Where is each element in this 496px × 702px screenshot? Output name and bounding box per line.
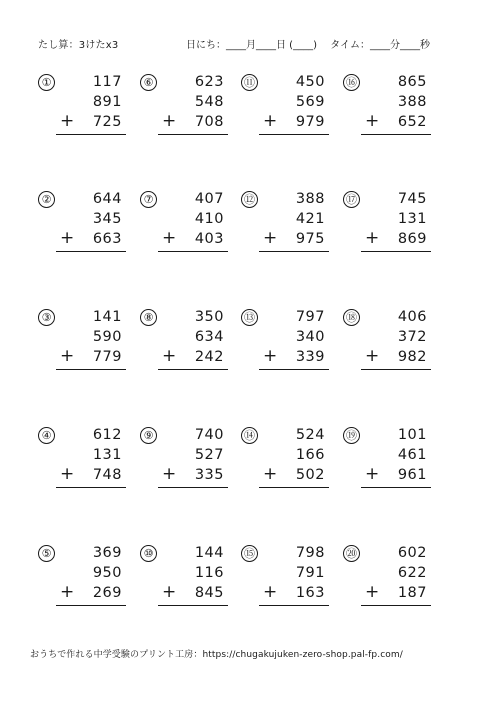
addend-2: 548 — [194, 94, 224, 110]
addend-2: 421 — [295, 211, 325, 227]
addend-3: 982 — [397, 349, 427, 365]
plus-sign: + — [365, 464, 380, 484]
addend-3: 663 — [92, 231, 122, 247]
plus-sign: + — [60, 464, 75, 484]
addend-1: 141 — [92, 309, 122, 325]
problem-number: ⑦ — [140, 191, 157, 208]
problem-16 — [343, 74, 443, 144]
addend-2: 345 — [92, 211, 122, 227]
addend-2: 388 — [397, 94, 427, 110]
problem-number: ③ — [38, 309, 55, 326]
addend-1: 865 — [397, 74, 427, 90]
addend-3: 652 — [397, 114, 427, 130]
problem-7 — [140, 191, 240, 261]
plus-sign: + — [263, 346, 278, 366]
problem-12 — [241, 191, 341, 261]
answer-line — [158, 605, 228, 606]
addend-1: 450 — [295, 74, 325, 90]
addend-3: 748 — [92, 467, 122, 483]
plus-sign: + — [365, 228, 380, 248]
answer-line — [158, 487, 228, 488]
problem-number: ⑤ — [38, 545, 55, 562]
plus-sign: + — [263, 582, 278, 602]
addend-3: 708 — [194, 114, 224, 130]
problem-number: ⑥ — [140, 74, 157, 91]
addend-3: 269 — [92, 585, 122, 601]
addend-2: 950 — [92, 565, 122, 581]
problem-number: ② — [38, 191, 55, 208]
problem-18 — [343, 309, 443, 379]
addend-1: 524 — [295, 427, 325, 443]
problem-1 — [38, 74, 138, 144]
problem-number: ⑳ — [343, 545, 360, 562]
date-time-fields: 日にち：____月____日 (____) タイム：____分____秒 — [186, 40, 430, 51]
problem-2 — [38, 191, 138, 261]
answer-line — [158, 369, 228, 370]
addend-1: 623 — [194, 74, 224, 90]
addend-1: 612 — [92, 427, 122, 443]
problem-number: ④ — [38, 427, 55, 444]
addend-1: 407 — [194, 191, 224, 207]
plus-sign: + — [263, 464, 278, 484]
addend-1: 388 — [295, 191, 325, 207]
addend-1: 350 — [194, 309, 224, 325]
plus-sign: + — [365, 346, 380, 366]
problem-9 — [140, 427, 240, 497]
addend-3: 975 — [295, 231, 325, 247]
problem-number: ⑮ — [241, 545, 258, 562]
addend-2: 131 — [92, 447, 122, 463]
addend-2: 791 — [295, 565, 325, 581]
addend-2: 461 — [397, 447, 427, 463]
answer-line — [361, 134, 431, 135]
addend-3: 242 — [194, 349, 224, 365]
problem-number: ⑭ — [241, 427, 258, 444]
addend-3: 725 — [92, 114, 122, 130]
problem-15 — [241, 545, 341, 615]
answer-line — [361, 605, 431, 606]
addend-1: 369 — [92, 545, 122, 561]
footer-credit: おうちで作れる中学受験のプリント工房：https://chugakujuken-zero-shop.pal-fp.com/ — [30, 650, 403, 660]
plus-sign: + — [60, 228, 75, 248]
plus-sign: + — [263, 228, 278, 248]
problem-number: ⑪ — [241, 74, 258, 91]
addend-2: 891 — [92, 94, 122, 110]
addend-1: 117 — [92, 74, 122, 90]
plus-sign: + — [162, 111, 177, 131]
plus-sign: + — [365, 582, 380, 602]
problem-number: ⑫ — [241, 191, 258, 208]
plus-sign: + — [162, 346, 177, 366]
addend-2: 116 — [194, 565, 224, 581]
problem-number: ⑯ — [343, 74, 360, 91]
addend-3: 779 — [92, 349, 122, 365]
addend-2: 622 — [397, 565, 427, 581]
addend-2: 590 — [92, 329, 122, 345]
addend-2: 634 — [194, 329, 224, 345]
problem-4 — [38, 427, 138, 497]
answer-line — [259, 369, 329, 370]
answer-line — [56, 605, 126, 606]
addend-3: 403 — [194, 231, 224, 247]
problem-number: ⑧ — [140, 309, 157, 326]
problem-19 — [343, 427, 443, 497]
problem-5 — [38, 545, 138, 615]
plus-sign: + — [162, 228, 177, 248]
addend-1: 745 — [397, 191, 427, 207]
answer-line — [158, 134, 228, 135]
addend-1: 406 — [397, 309, 427, 325]
problem-11 — [241, 74, 341, 144]
problem-number: ⑰ — [343, 191, 360, 208]
answer-line — [259, 134, 329, 135]
addend-3: 335 — [194, 467, 224, 483]
addend-1: 144 — [194, 545, 224, 561]
addend-1: 644 — [92, 191, 122, 207]
addend-3: 502 — [295, 467, 325, 483]
answer-line — [56, 369, 126, 370]
addend-3: 961 — [397, 467, 427, 483]
addend-3: 979 — [295, 114, 325, 130]
addend-2: 166 — [295, 447, 325, 463]
addend-1: 101 — [397, 427, 427, 443]
answer-line — [158, 251, 228, 252]
addend-3: 869 — [397, 231, 427, 247]
problem-number: ⑲ — [343, 427, 360, 444]
answer-line — [56, 251, 126, 252]
plus-sign: + — [263, 111, 278, 131]
plus-sign: + — [365, 111, 380, 131]
problem-number: ① — [38, 74, 55, 91]
plus-sign: + — [60, 111, 75, 131]
addend-3: 845 — [194, 585, 224, 601]
problem-number: ⑬ — [241, 309, 258, 326]
addend-2: 527 — [194, 447, 224, 463]
problem-20 — [343, 545, 443, 615]
plus-sign: + — [162, 464, 177, 484]
answer-line — [56, 487, 126, 488]
addend-3: 187 — [397, 585, 427, 601]
addend-3: 163 — [295, 585, 325, 601]
addend-1: 797 — [295, 309, 325, 325]
addend-1: 740 — [194, 427, 224, 443]
addend-1: 602 — [397, 545, 427, 561]
worksheet-title: たし算：3けたx3 — [38, 40, 119, 51]
plus-sign: + — [162, 582, 177, 602]
answer-line — [56, 134, 126, 135]
problem-number: ⑨ — [140, 427, 157, 444]
problem-8 — [140, 309, 240, 379]
problem-number: ⑱ — [343, 309, 360, 326]
addend-2: 131 — [397, 211, 427, 227]
answer-line — [259, 605, 329, 606]
answer-line — [259, 487, 329, 488]
answer-line — [259, 251, 329, 252]
plus-sign: + — [60, 346, 75, 366]
answer-line — [361, 369, 431, 370]
problem-14 — [241, 427, 341, 497]
addend-2: 569 — [295, 94, 325, 110]
problem-17 — [343, 191, 443, 261]
addend-3: 339 — [295, 349, 325, 365]
addend-2: 340 — [295, 329, 325, 345]
problem-13 — [241, 309, 341, 379]
addend-2: 372 — [397, 329, 427, 345]
addend-2: 410 — [194, 211, 224, 227]
plus-sign: + — [60, 582, 75, 602]
answer-line — [361, 487, 431, 488]
problem-3 — [38, 309, 138, 379]
problem-6 — [140, 74, 240, 144]
addend-1: 798 — [295, 545, 325, 561]
problem-number: ⑩ — [140, 545, 157, 562]
answer-line — [361, 251, 431, 252]
problem-10 — [140, 545, 240, 615]
